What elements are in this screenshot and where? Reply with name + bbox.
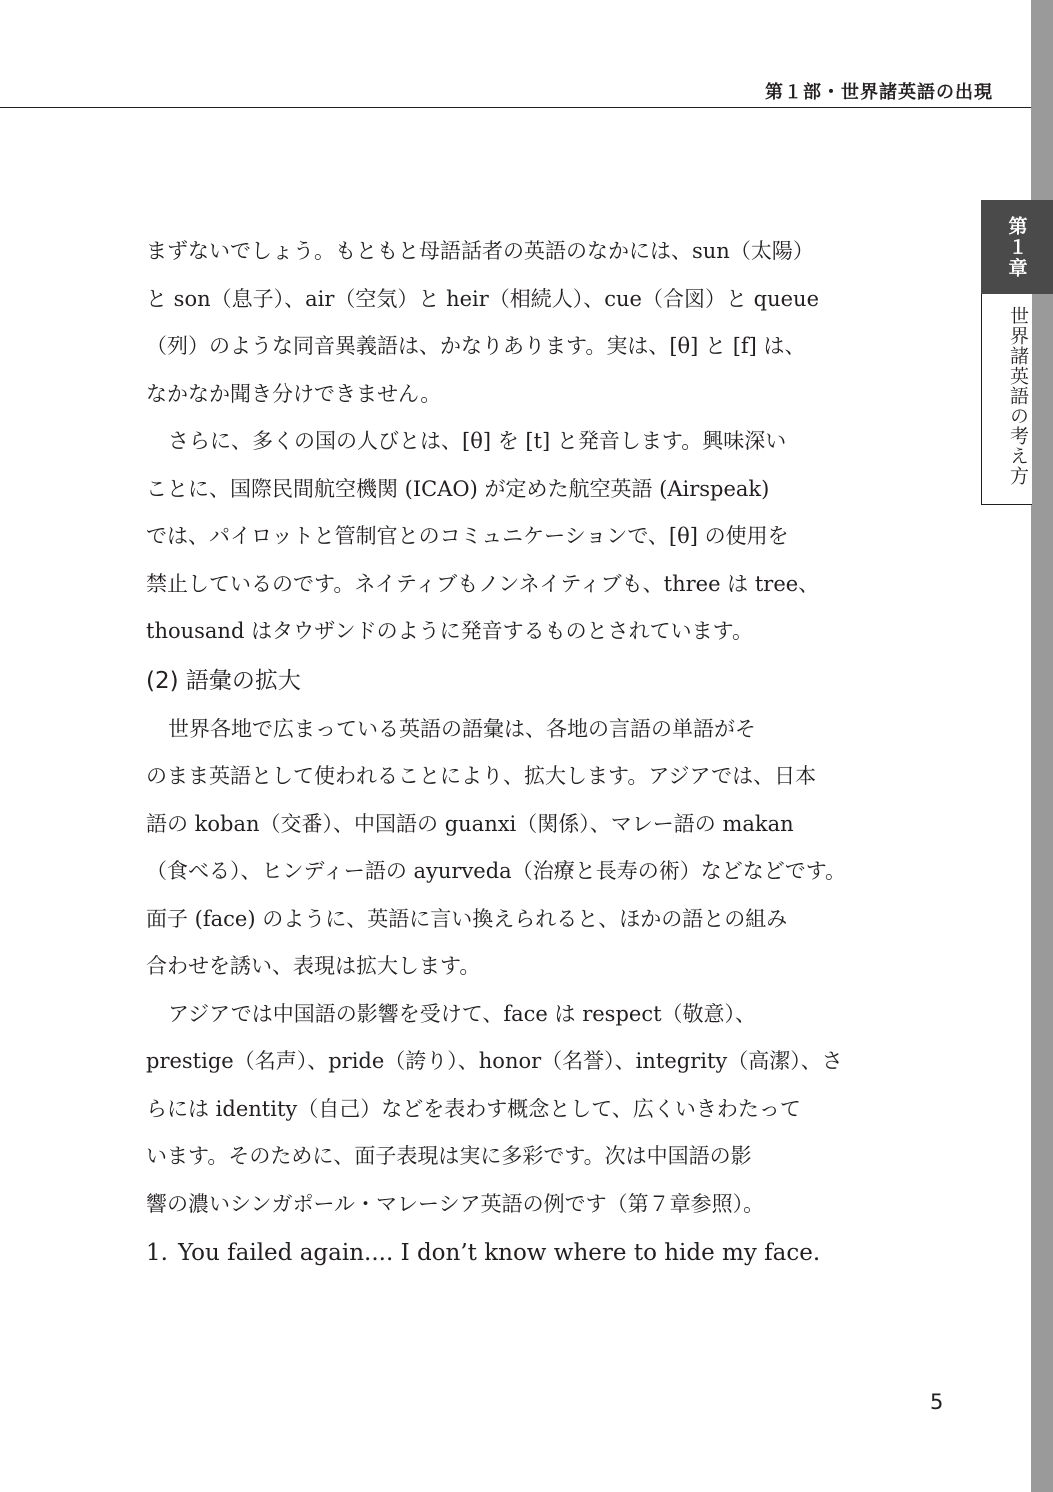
- paragraph-1: [146, 228, 826, 418]
- text-line: 語の koban（交番）、中国語の guanxi（関係）、マレー語の makan: [146, 811, 794, 836]
- example-sentence: [146, 1240, 820, 1266]
- chapter-title-label: 世界諸英語の考え方: [1007, 306, 1029, 486]
- text-line: 合わせを誘い、表現は拡大します。: [146, 954, 481, 978]
- text-line: thousand はタウザンドのように発音するものとされています。: [146, 619, 753, 643]
- text-line: prestige（名声）、pride（誇り）、honor（名誉）、integrity（高潔）、さ: [146, 1049, 843, 1073]
- paragraph-2: [146, 418, 826, 656]
- text-line: らには identity（自己）などを表わす概念として、広くいきわたって: [146, 1096, 801, 1121]
- paragraph-3: [146, 706, 847, 991]
- paragraph-4: [146, 991, 843, 1229]
- example-number: 1.: [146, 1240, 168, 1266]
- header-rule: [0, 107, 1031, 108]
- text-line: まずないでしょう。もともと母語話者の英語のなかには、sun（太陽）: [146, 239, 814, 263]
- text-line: 世界各地で広まっている英語の語彙は、各地の言語の単語がそ: [168, 716, 756, 741]
- example-text: You failed again.... I don’t know where to hide my face.: [177, 1240, 821, 1266]
- body-text: [146, 228, 847, 1228]
- chapter-tab: 第１章: [981, 200, 1053, 294]
- text-line: のまま英語として使われることにより、拡大します。アジアでは、日本: [146, 764, 817, 788]
- text-line: （列）のような同音異義語は、かなりあります。実は、[θ] と [f] は、: [146, 334, 806, 358]
- text-line: 面子 (face) のように、英語に言い換えられると、ほかの語との組み: [146, 906, 788, 931]
- text-line: アジアでは中国語の影響を受けて、face は respect（敬意）、: [168, 1001, 757, 1026]
- text-line: と son（息子）、air（空気）と heir（相続人）、cue（合図）と queue: [146, 286, 820, 311]
- running-header: 第１部・世界諸英語の出現: [765, 82, 993, 103]
- text-line: では、パイロットと管制官とのコミュニケーションで、[θ] の使用を: [146, 524, 789, 548]
- page-number: 5: [930, 1390, 944, 1414]
- text-line: さらに、多くの国の人びとは、[θ] を [t] と発音します。興味深い: [168, 429, 787, 453]
- section-heading: (2) 語彙の拡大: [146, 667, 301, 694]
- text-line: ことに、国際民間航空機関 (ICAO) が定めた航空英語 (Airspeak): [146, 476, 770, 501]
- text-line: （食べる）、ヒンディー語の ayurveda（治療と長寿の術）などなどです。: [146, 859, 847, 883]
- text-line: います。そのために、面子表現は実に多彩です。次は中国語の影: [146, 1144, 752, 1168]
- text-line: 禁止しているのです。ネイティブもノンネイティブも、three は tree、: [146, 571, 820, 596]
- text-line: なかなか聞き分けできません。: [146, 381, 442, 406]
- text-line: 響の濃いシンガポール・マレーシア英語の例です（第７章参照）。: [146, 1191, 765, 1216]
